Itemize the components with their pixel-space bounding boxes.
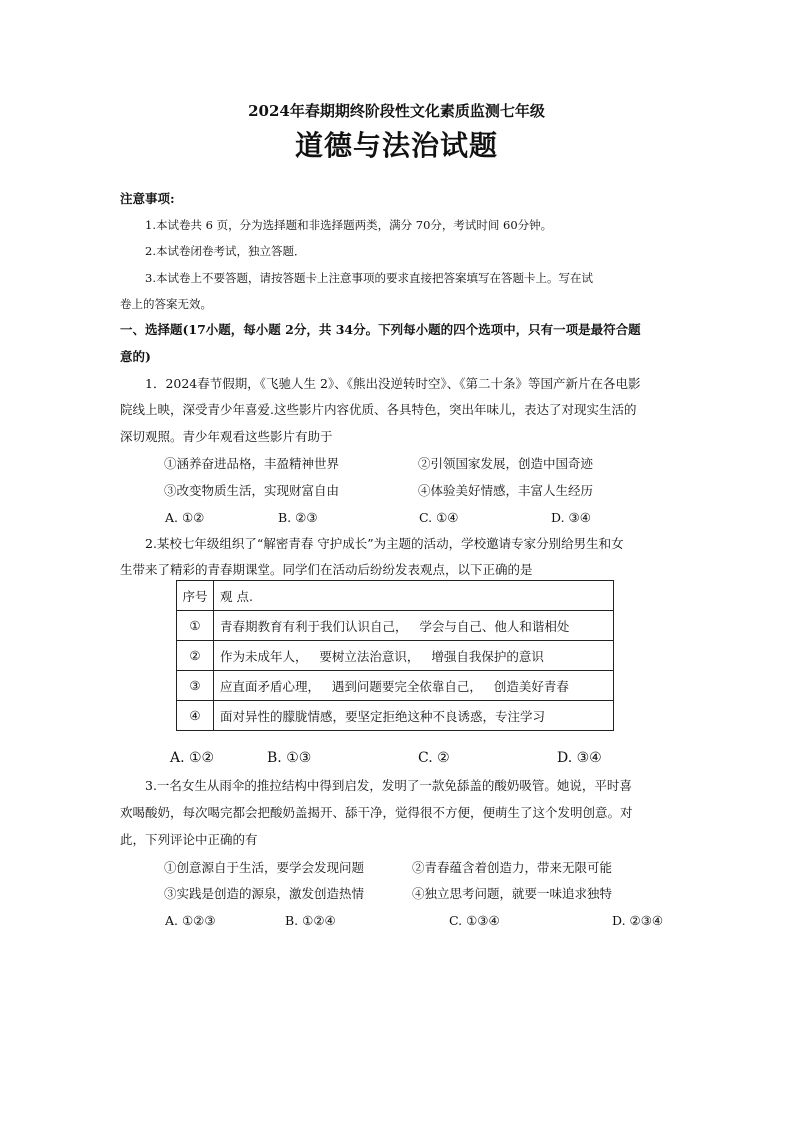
question-1-statement: ①涵养奋进品格，丰盈精神世界 [164, 456, 340, 471]
question-3-option-d[interactable]: D. ②③④ [612, 913, 664, 928]
question-2-text: 2.某校七年级组织了“解密青春 守护成长”为主题的活动，学校邀请专家分别给男生和女 [145, 536, 624, 551]
question-1-option-c[interactable]: C. ①④ [419, 510, 459, 525]
note-item: 1.本试卷共 6 页，分为选择题和非选择题两类，满分 70分，考试时间 60分钟。 [145, 218, 553, 232]
question-3-option-c[interactable]: C. ①③④ [449, 913, 500, 928]
table-cell-number: ② [177, 641, 214, 671]
question-3-statement: ③实践是创造的源泉，激发创造热情 [164, 886, 365, 901]
table-header-row [177, 581, 614, 611]
question-3-statement: ②青春蕴含着创造力，带来无限可能 [412, 860, 613, 875]
table-cell-viewpoint: 作为未成年人， 要树立法治意识， 增强自我保护的意识 [214, 641, 614, 671]
table-row [177, 701, 614, 731]
section-heading: 一、选择题(17小题，每小题 2分，共 34分。下列每小题的四个选项中，只有一项是最符合题 [120, 322, 641, 337]
question-3-statement: ①创意源自于生活，要学会发现问题 [164, 860, 365, 875]
note-item: 卷上的答案无效。 [120, 297, 212, 311]
question-3-statement: ④独立思考问题，就要一味追求独特 [412, 886, 613, 901]
question-1-option-a[interactable]: A. ①② [165, 510, 205, 525]
table-cell-number: ④ [177, 701, 214, 731]
question-2-text: 生带来了精彩的青春期课堂。同学们在活动后纷纷发表观点，以下正确的是 [120, 562, 533, 577]
viewpoint-table [176, 580, 614, 731]
table-cell-viewpoint: 面对异性的朦胧情感，要坚定拒绝这种不良诱惑，专注学习 [214, 701, 614, 731]
question-2-option-c[interactable]: C. ② [418, 750, 450, 766]
question-1-option-b[interactable]: B. ②③ [278, 510, 318, 525]
question-1-option-d[interactable]: D. ③④ [551, 510, 591, 525]
question-1-statement: ④体验美好情感，丰富人生经历 [418, 483, 594, 498]
question-1-text: 1．2024春节假期，《飞驰人生 2》、《熊出没逆转时空》、《第二十条》等国产新片在各电影 [145, 376, 641, 391]
notes-heading: 注意事项: [120, 191, 175, 206]
table-header-cell: 观 点. [214, 581, 614, 611]
question-1-text: 深切观照。青少年观看这些影片有助于 [120, 429, 333, 444]
question-2-option-d[interactable]: D. ③④ [557, 750, 602, 766]
question-3-text: 欢喝酸奶，每次喝完都会把酸奶盖揭开、舔干净，觉得很不方便，便萌生了这个发明创意。对 [120, 805, 633, 820]
table-cell-viewpoint: 青春期教育有利于我们认识自己， 学会与自己、他人和谐相处 [214, 611, 614, 641]
question-2-option-a[interactable]: A. ①② [170, 750, 215, 766]
table-cell-number: ③ [177, 671, 214, 701]
question-3-option-a[interactable]: A. ①②③ [165, 913, 216, 928]
question-3-text: 3.一名女生从雨伞的推拉结构中得到启发，发明了一款免舔盖的酸奶吸管。她说，平时喜 [145, 778, 632, 793]
table-cell-number: ① [177, 611, 214, 641]
section-heading-cont: 意的) [120, 349, 151, 364]
question-2-option-b[interactable]: B. ①③ [267, 750, 312, 766]
note-item: 2.本试卷闭卷考试，独立答题． [145, 244, 306, 258]
table-row [177, 611, 614, 641]
table-row [177, 671, 614, 701]
exam-subtitle: 2024年春期期终阶段性文化素质监测七年级 [248, 102, 545, 120]
note-item: 3.本试卷上不要答题，请按答题卡上注意事项的要求直接把答案填写在答题卡上。写在试 [145, 271, 593, 285]
table-header-cell: 序号 [177, 581, 214, 611]
exam-title: 道德与法治试题 [294, 129, 498, 162]
table-row [177, 641, 614, 671]
table-cell-viewpoint: 应直面矛盾心理， 遇到问题要完全依靠自己， 创造美好青春 [214, 671, 614, 701]
question-1-statement: ②引领国家发展，创造中国奇迹 [418, 456, 594, 471]
question-3-text: 此，下列评论中正确的有 [120, 832, 258, 847]
question-1-statement: ③改变物质生活，实现财富自由 [164, 483, 340, 498]
question-1-text: 院线上映，深受青少年喜爱.这些影片内容优质、各具特色，突出年味儿，表达了对现实生活的 [120, 402, 637, 417]
question-3-option-b[interactable]: B. ①②④ [285, 913, 336, 928]
